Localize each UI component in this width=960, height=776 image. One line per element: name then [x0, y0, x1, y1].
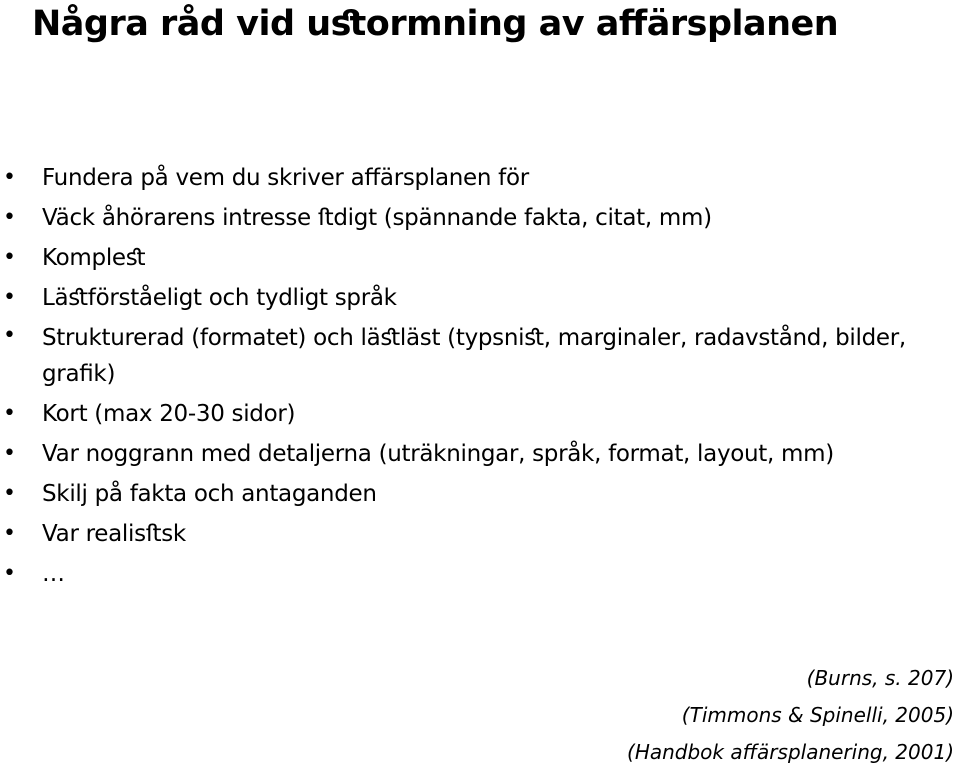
bullet-icon: •: [3, 285, 16, 310]
slide-title: Några råd vid uﬆormning av aﬀärsplanen: [32, 4, 839, 44]
list-item: [0, 238, 960, 278]
bullet-icon: •: [3, 245, 16, 270]
bullet-icon: •: [3, 401, 16, 426]
reference-handbok: (Handbok aﬀärsplanering, 2001): [627, 740, 954, 764]
list-item-text: …: [42, 561, 65, 587]
list-item: [0, 394, 960, 434]
list-item-text: Skilj på fakta och antaganden: [42, 481, 377, 507]
list-item: [0, 198, 960, 238]
bullet-icon: •: [3, 521, 16, 546]
list-item-text: Strukturerad (formatet) och läﬆläst (typsniﬆ, marginaler, radavstånd, bilder, graﬁk): [42, 325, 906, 387]
bullet-icon: •: [3, 323, 16, 348]
list-item: [0, 554, 960, 594]
bullet-icon: •: [3, 561, 16, 586]
list-item: [0, 434, 960, 474]
list-item: [0, 474, 960, 514]
list-item: [0, 514, 960, 554]
list-item-text: Läﬆförståeligt och tydligt språk: [42, 285, 397, 311]
reference-timmons-spinelli: (Timmons & Spinelli, 2005): [681, 703, 954, 727]
bullet-icon: •: [3, 481, 16, 506]
bullet-icon: •: [3, 441, 16, 466]
reference-burns: (Burns, s. 207): [806, 666, 954, 690]
bullet-icon: •: [3, 205, 16, 230]
bullet-icon: •: [3, 165, 16, 190]
list-item-text: Fundera på vem du skriver aﬀärsplanen för: [42, 165, 529, 191]
advice-list: [0, 158, 960, 594]
list-item-text: Kompleﬆ: [42, 245, 146, 271]
list-item: [0, 278, 960, 318]
list-item-text: Var noggrann med detaljerna (uträkningar, språk, format, layout, mm): [42, 441, 834, 467]
list-item-text: Var realisﬅsk: [42, 521, 186, 547]
list-item-text: Kort (max 20-30 sidor): [42, 401, 296, 427]
list-item: [0, 158, 960, 198]
references: [627, 660, 954, 771]
list-item: [0, 318, 932, 394]
list-item-text: Väck åhörarens intresse ﬅdigt (spännande fakta, citat, mm): [42, 205, 712, 231]
